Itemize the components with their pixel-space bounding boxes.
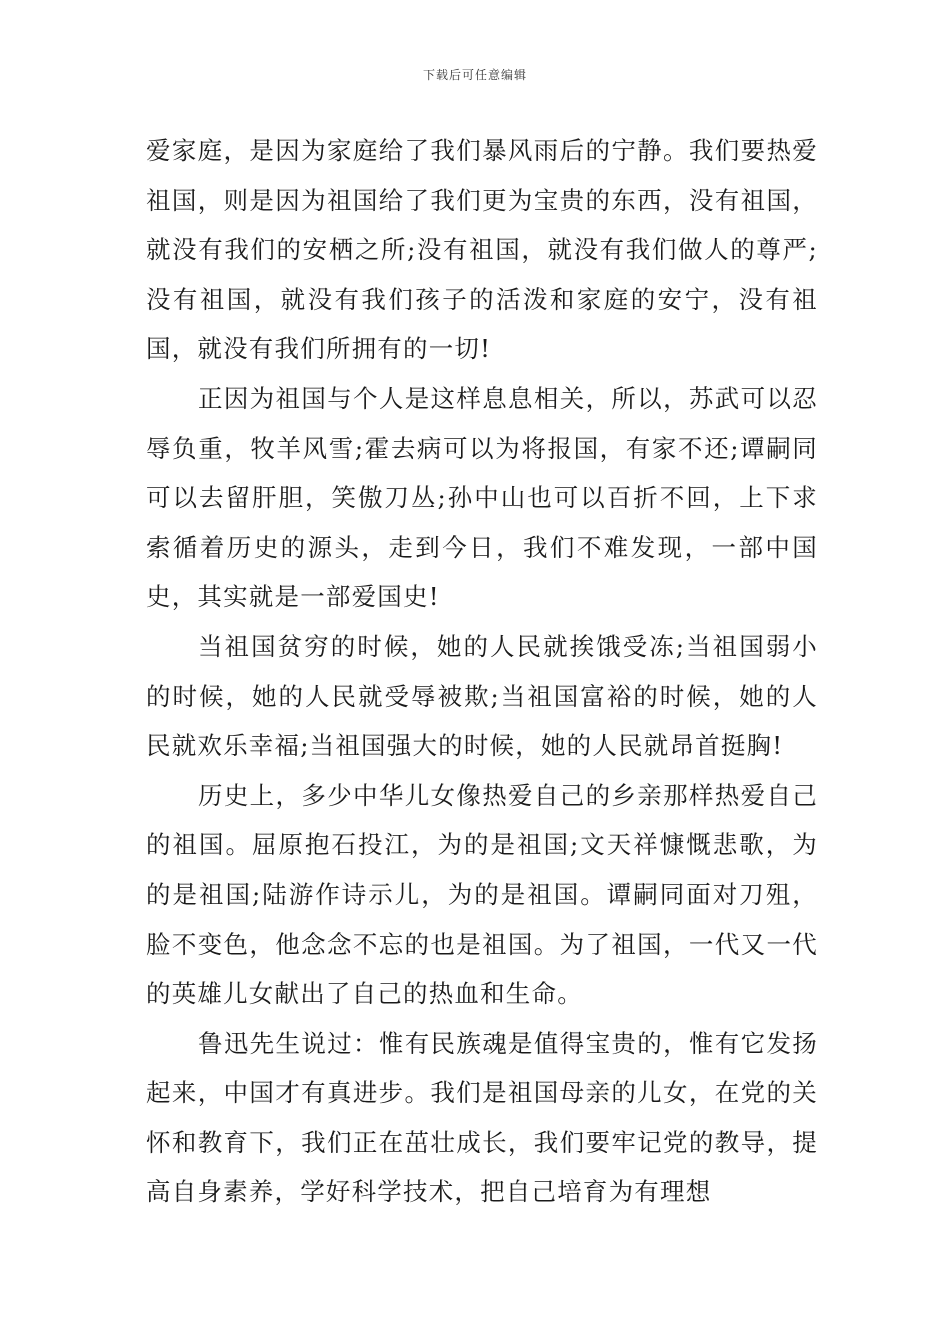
paragraph-3: 当祖国贫穷的时候，她的人民就挨饿受冻;当祖国弱小的时候，她的人民就受辱被欺;当祖国富裕的时候，她的人民就欢乐幸福;当祖国强大的时候，她的人民就昂首挺胸!: [146, 631, 818, 761]
document-body: [146, 126, 818, 1217]
paragraph-4: 历史上，多少中华儿女像热爱自己的乡亲那样热爱自己的祖国。屈原抱石投江，为的是祖国;文天祥慷慨悲歌，为的是祖国;陆游作诗示儿，为的是祖国。谭嗣同面对刀殂，脸不变色，他念念不忘的也是祖国。为了祖国，一代又一代的英雄儿女献出了自己的热血和生命。: [146, 780, 818, 1009]
paragraph-1: 爱家庭，是因为家庭给了我们暴风雨后的宁静。我们要热爱祖国，则是因为祖国给了我们更为宝贵的东西，没有祖国，就没有我们的安栖之所;没有祖国，就没有我们做人的尊严;没有祖国，就没有我们孩子的活泼和家庭的安宁，没有祖国，就没有我们所拥有的一切!: [146, 136, 818, 364]
page-header: 下载后可任意编辑: [422, 68, 527, 82]
paragraph-5: 鲁迅先生说过：惟有民族魂是值得宝贵的，惟有它发扬起来，中国才有真进步。我们是祖国母亲的儿女，在党的关怀和教育下，我们正在茁壮成长，我们要牢记党的教导，提高自身素养，学好科学技术，把自己培育为有理想: [146, 1028, 818, 1207]
paragraph-2: 正因为祖国与个人是这样息息相关，所以，苏武可以忍辱负重，牧羊风雪;霍去病可以为将报国，有家不还;谭嗣同可以去留肝胆，笑傲刀丛;孙中山也可以百折不回，上下求索循着历史的源头，走到今日，我们不难发现，一部中国史，其实就是一部爱国史!: [146, 383, 818, 612]
